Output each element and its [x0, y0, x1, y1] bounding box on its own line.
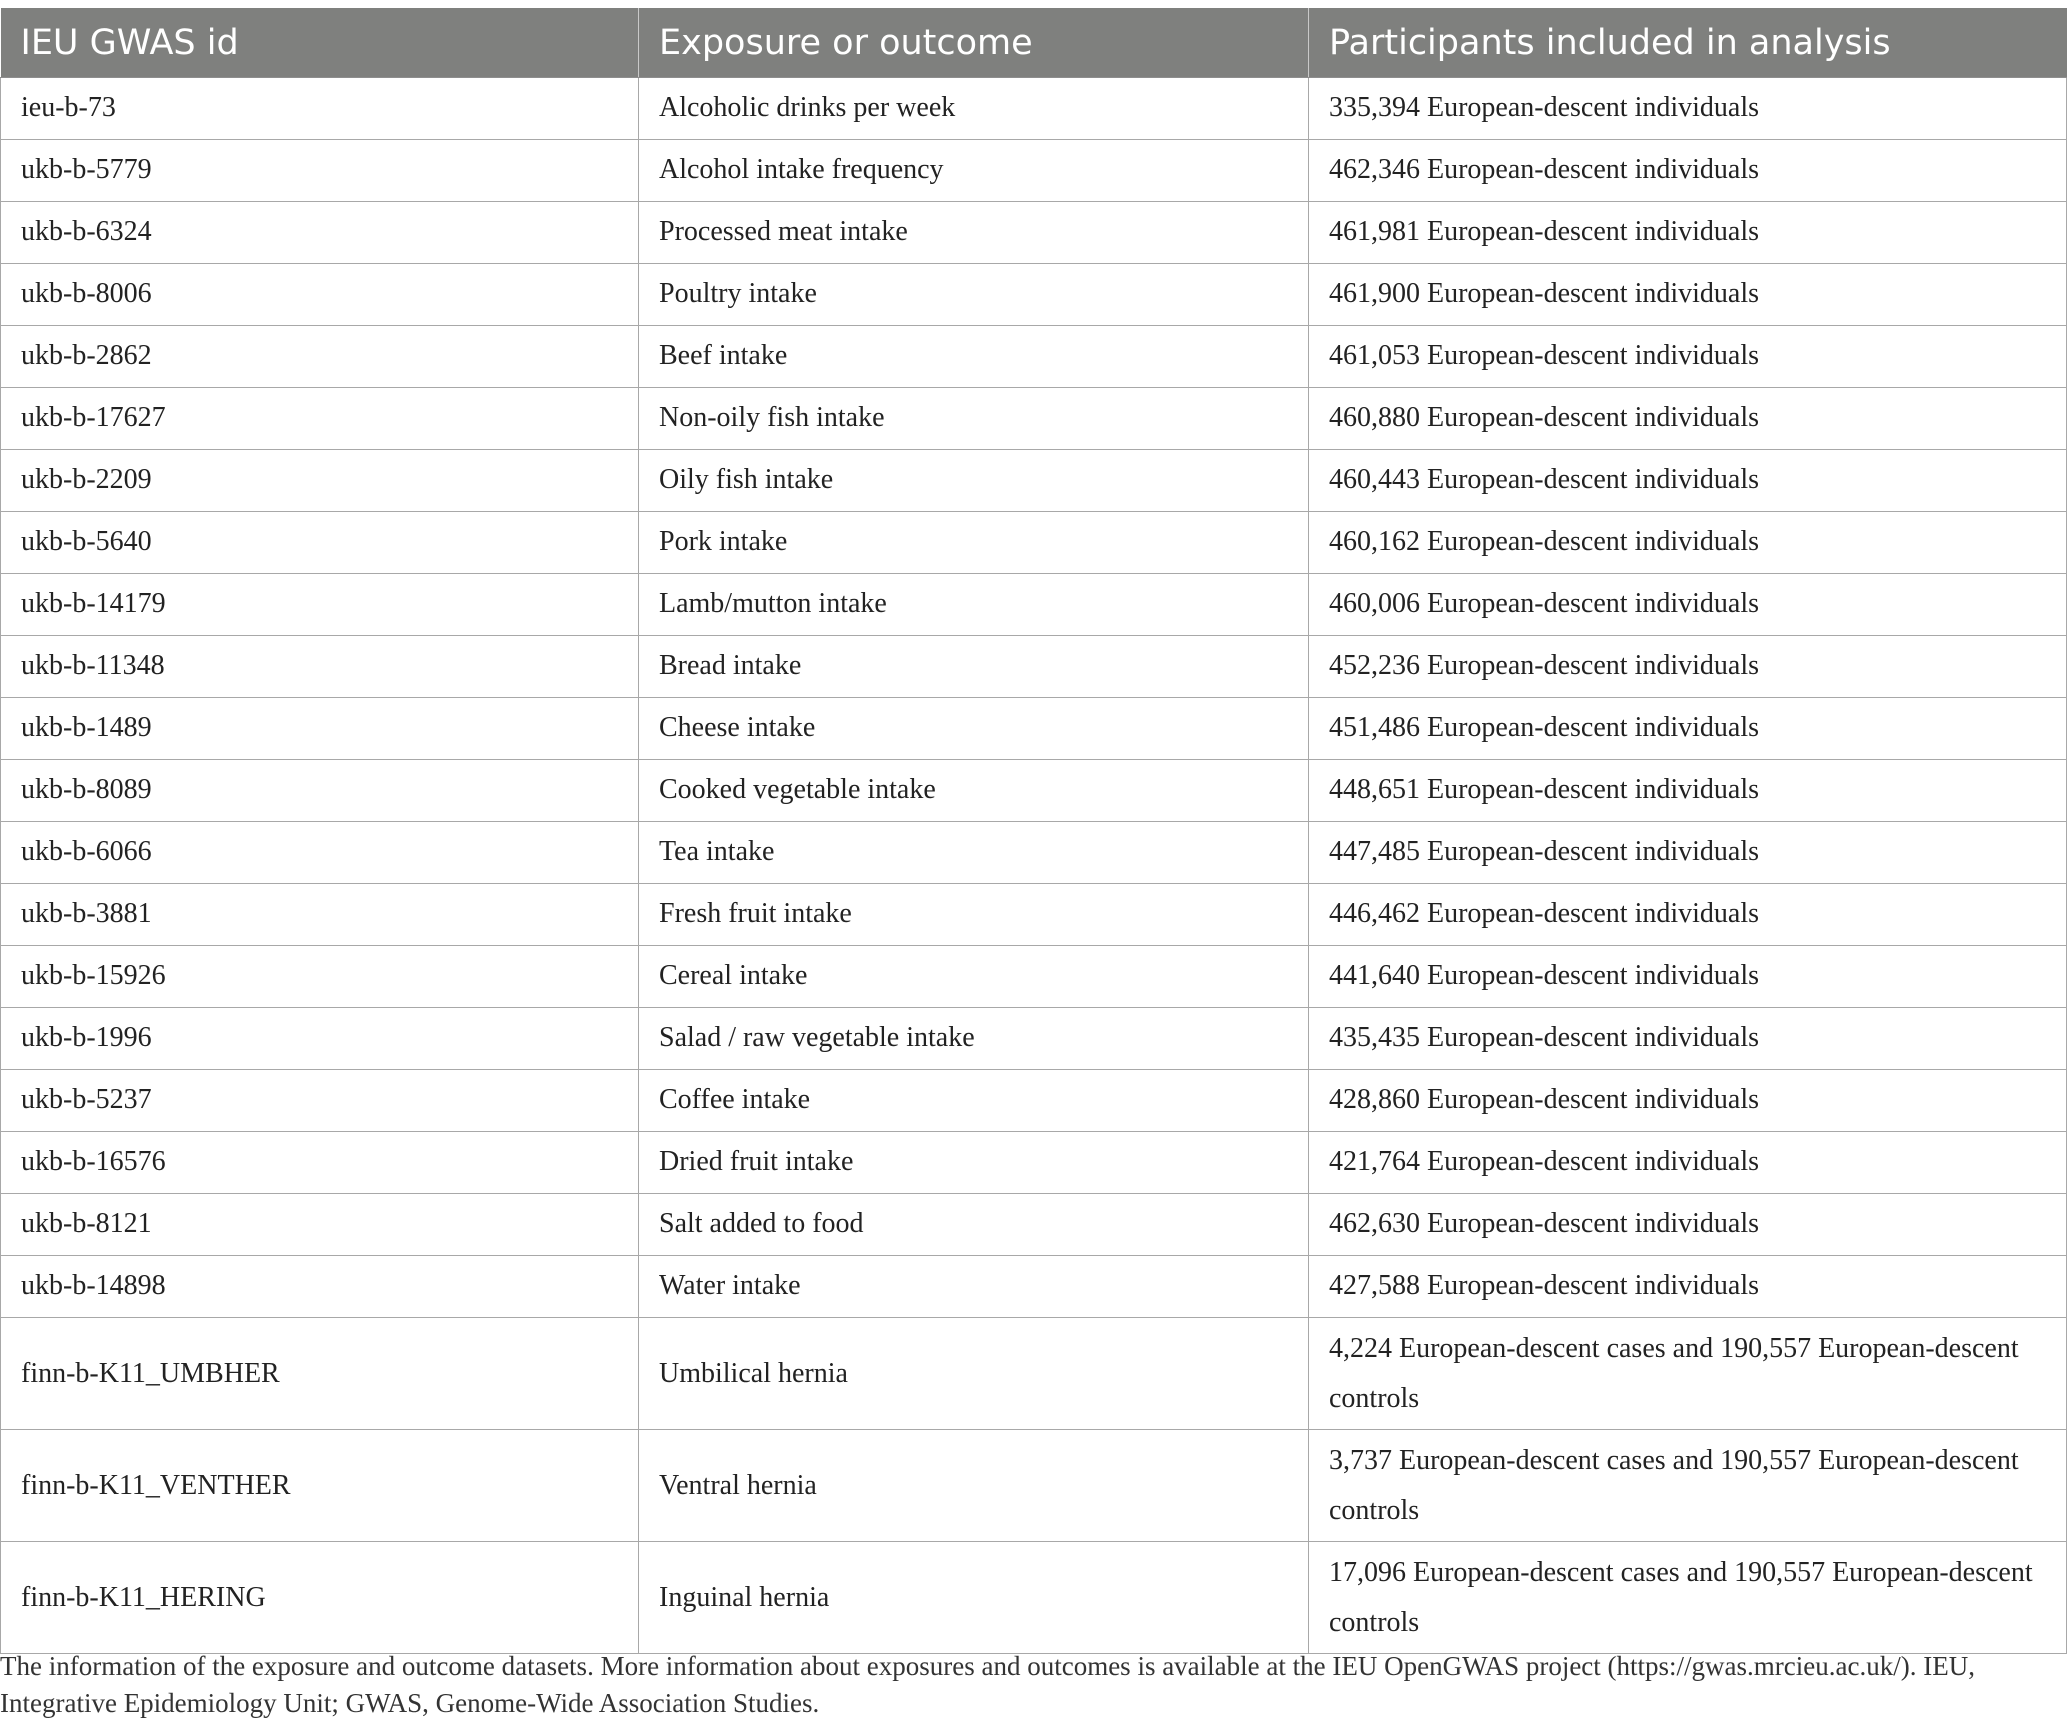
cell-participants: 462,346 European-descent individuals	[1309, 140, 2067, 202]
header-participants: Participants included in analysis	[1309, 8, 2067, 78]
cell-gwas-id: ukb-b-15926	[1, 946, 639, 1008]
table-footnote: The information of the exposure and outcome datasets. More information about exposures and outcomes is available at the IEU OpenGWAS project (https://gwas.mrcieu.ac.uk/). IEU, Integrative Epidemiology Unit; GWAS, Genome-Wide Association Studies.	[0, 1651, 1975, 1718]
cell-participants: 460,006 European-descent individuals	[1309, 574, 2067, 636]
table-row	[1, 1542, 2067, 1654]
table-row	[1, 140, 2067, 202]
cell-participants: 448,651 European-descent individuals	[1309, 760, 2067, 822]
table-row	[1, 388, 2067, 450]
header-row	[1, 8, 2067, 78]
cell-gwas-id: ukb-b-1489	[1, 698, 639, 760]
dataset-table-container	[0, 8, 2067, 1654]
table-row	[1, 1256, 2067, 1318]
cell-gwas-id: ukb-b-6324	[1, 202, 639, 264]
cell-participants: 447,485 European-descent individuals	[1309, 822, 2067, 884]
cell-participants: 461,900 European-descent individuals	[1309, 264, 2067, 326]
table-row	[1, 202, 2067, 264]
cell-participants: 335,394 European-descent individuals	[1309, 78, 2067, 140]
cell-exposure: Non-oily fish intake	[639, 388, 1309, 450]
cell-participants: 461,053 European-descent individuals	[1309, 326, 2067, 388]
table-row	[1, 760, 2067, 822]
cell-exposure: Alcoholic drinks per week	[639, 78, 1309, 140]
dataset-table	[0, 8, 2067, 1654]
header-exposure-or-outcome: Exposure or outcome	[639, 8, 1309, 78]
cell-exposure: Inguinal hernia	[639, 1542, 1309, 1654]
cell-participants: 428,860 European-descent individuals	[1309, 1070, 2067, 1132]
table-row	[1, 326, 2067, 388]
cell-participants: 446,462 European-descent individuals	[1309, 884, 2067, 946]
cell-exposure: Cereal intake	[639, 946, 1309, 1008]
table-row	[1, 1008, 2067, 1070]
cell-participants: 427,588 European-descent individuals	[1309, 1256, 2067, 1318]
cell-participants: 435,435 European-descent individuals	[1309, 1008, 2067, 1070]
cell-exposure: Umbilical hernia	[639, 1318, 1309, 1430]
cell-exposure: Oily fish intake	[639, 450, 1309, 512]
cell-gwas-id: ukb-b-8121	[1, 1194, 639, 1256]
cell-gwas-id: finn-b-K11_HERING	[1, 1542, 639, 1654]
cell-participants: 460,880 European-descent individuals	[1309, 388, 2067, 450]
cell-gwas-id: ukb-b-11348	[1, 636, 639, 698]
cell-participants: 421,764 European-descent individuals	[1309, 1132, 2067, 1194]
table-body	[1, 78, 2067, 1654]
cell-gwas-id: ukb-b-14898	[1, 1256, 639, 1318]
cell-gwas-id: ukb-b-6066	[1, 822, 639, 884]
table-row	[1, 636, 2067, 698]
cell-exposure: Pork intake	[639, 512, 1309, 574]
header-ieu-gwas-id: IEU GWAS id	[1, 8, 639, 78]
cell-gwas-id: finn-b-K11_UMBHER	[1, 1318, 639, 1430]
table-row	[1, 946, 2067, 1008]
cell-exposure: Water intake	[639, 1256, 1309, 1318]
cell-participants: 451,486 European-descent individuals	[1309, 698, 2067, 760]
cell-exposure: Alcohol intake frequency	[639, 140, 1309, 202]
table-row	[1, 450, 2067, 512]
cell-exposure: Beef intake	[639, 326, 1309, 388]
cell-gwas-id: ukb-b-3881	[1, 884, 639, 946]
cell-exposure: Cooked vegetable intake	[639, 760, 1309, 822]
cell-exposure: Lamb/mutton intake	[639, 574, 1309, 636]
cell-exposure: Poultry intake	[639, 264, 1309, 326]
table-row	[1, 574, 2067, 636]
table-row	[1, 698, 2067, 760]
table-row	[1, 822, 2067, 884]
table-row	[1, 512, 2067, 574]
cell-exposure: Tea intake	[639, 822, 1309, 884]
cell-participants: 4,224 European-descent cases and 190,557 European-descent controls	[1309, 1318, 2067, 1430]
table-row	[1, 1070, 2067, 1132]
table-row	[1, 1194, 2067, 1256]
cell-gwas-id: ukb-b-5779	[1, 140, 639, 202]
cell-participants: 461,981 European-descent individuals	[1309, 202, 2067, 264]
cell-participants: 441,640 European-descent individuals	[1309, 946, 2067, 1008]
cell-exposure: Ventral hernia	[639, 1430, 1309, 1542]
cell-gwas-id: ukb-b-2862	[1, 326, 639, 388]
table-row	[1, 1132, 2067, 1194]
cell-exposure: Fresh fruit intake	[639, 884, 1309, 946]
cell-participants: 3,737 European-descent cases and 190,557 European-descent controls	[1309, 1430, 2067, 1542]
table-row	[1, 264, 2067, 326]
cell-gwas-id: ieu-b-73	[1, 78, 639, 140]
cell-gwas-id: ukb-b-8089	[1, 760, 639, 822]
cell-exposure: Processed meat intake	[639, 202, 1309, 264]
cell-participants: 460,443 European-descent individuals	[1309, 450, 2067, 512]
table-row	[1, 884, 2067, 946]
cell-exposure: Cheese intake	[639, 698, 1309, 760]
cell-gwas-id: finn-b-K11_VENTHER	[1, 1430, 639, 1542]
cell-exposure: Salt added to food	[639, 1194, 1309, 1256]
cell-gwas-id: ukb-b-17627	[1, 388, 639, 450]
cell-exposure: Salad / raw vegetable intake	[639, 1008, 1309, 1070]
table-row	[1, 78, 2067, 140]
cell-participants: 452,236 European-descent individuals	[1309, 636, 2067, 698]
cell-gwas-id: ukb-b-5237	[1, 1070, 639, 1132]
cell-gwas-id: ukb-b-5640	[1, 512, 639, 574]
cell-participants: 460,162 European-descent individuals	[1309, 512, 2067, 574]
table-row	[1, 1430, 2067, 1542]
cell-exposure: Dried fruit intake	[639, 1132, 1309, 1194]
cell-participants: 462,630 European-descent individuals	[1309, 1194, 2067, 1256]
cell-gwas-id: ukb-b-8006	[1, 264, 639, 326]
cell-exposure: Coffee intake	[639, 1070, 1309, 1132]
cell-gwas-id: ukb-b-1996	[1, 1008, 639, 1070]
cell-gwas-id: ukb-b-14179	[1, 574, 639, 636]
cell-participants: 17,096 European-descent cases and 190,557 European-descent controls	[1309, 1542, 2067, 1654]
cell-gwas-id: ukb-b-16576	[1, 1132, 639, 1194]
cell-exposure: Bread intake	[639, 636, 1309, 698]
table-row	[1, 1318, 2067, 1430]
cell-gwas-id: ukb-b-2209	[1, 450, 639, 512]
table-header	[1, 8, 2067, 78]
